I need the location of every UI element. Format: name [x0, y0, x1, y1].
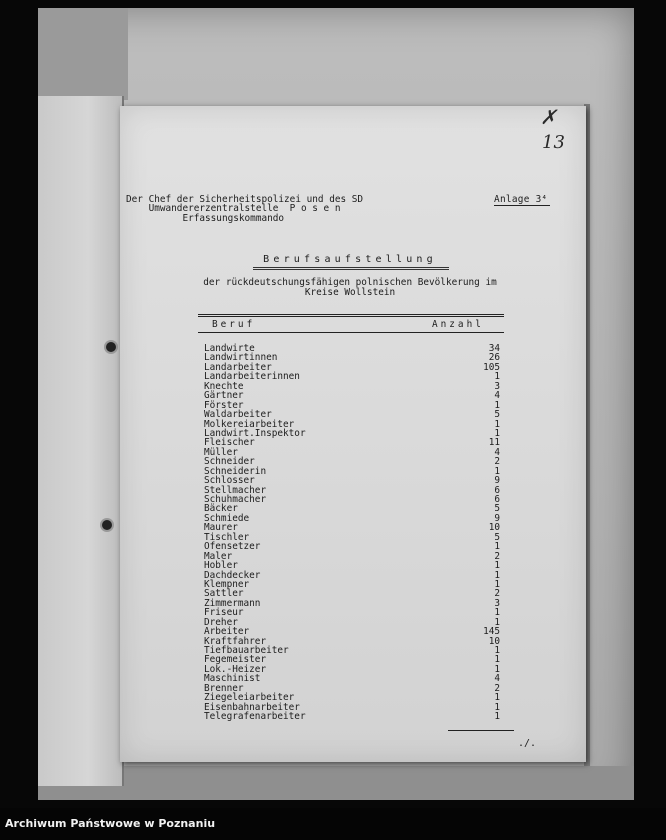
header-line: Erfassungskommando: [126, 212, 285, 224]
occupation-cell: Brenner: [204, 682, 244, 694]
count-cell: 145: [483, 626, 500, 638]
occupation-cell: Landarbeiter: [204, 361, 272, 373]
document-page: [120, 106, 586, 762]
occupation-cell: Kraftfahrer: [204, 635, 267, 647]
count-cell: 1: [494, 371, 500, 383]
occupation-cell: Landwirte: [204, 343, 255, 354]
occupation-cell: Fegemeister: [204, 654, 267, 666]
count-cell: 4: [494, 390, 500, 402]
occupation-cell: Arbeiter: [204, 626, 250, 638]
handwritten-cross-mark: ✗: [540, 105, 557, 129]
document-title: Berufsaufstellung: [263, 254, 437, 265]
count-cell: 4: [494, 673, 500, 685]
count-cell: 1: [494, 399, 500, 411]
occupation-cell: Lok.-Heizer: [204, 663, 267, 675]
occupation-cell: Schlosser: [204, 475, 255, 487]
table-row: [204, 608, 504, 617]
attachment-label: Anlage 3⁴: [494, 194, 548, 205]
table-row: [204, 391, 504, 400]
count-cell: 6: [494, 484, 500, 496]
occupation-cell: Dachdecker: [204, 569, 261, 581]
subtitle-line: der rückdeutschungsfähigen polnischen Bevölkerung im: [203, 277, 497, 288]
table-row: [204, 618, 504, 627]
archive-caption: Archiwum Państwowe w Poznaniu: [5, 817, 216, 830]
occupation-cell: Landarbeiterinnen: [204, 371, 300, 383]
table-row: [204, 495, 504, 504]
occupation-cell: Gärtner: [204, 390, 244, 402]
occupation-cell: Stellmacher: [204, 484, 267, 496]
occupation-cell: Schneiderin: [204, 465, 267, 477]
count-cell: 105: [483, 361, 500, 373]
count-cell: 9: [494, 475, 500, 487]
table-row: [204, 580, 504, 589]
count-cell: 26: [488, 352, 500, 364]
count-cell: 6: [494, 494, 500, 505]
count-cell: 1: [494, 465, 500, 477]
sum-rule: [448, 730, 514, 731]
count-cell: 1: [494, 578, 500, 590]
occupation-cell: Ofensetzer: [204, 541, 261, 553]
continuation-mark: ./.: [518, 738, 537, 749]
binder-hole: [102, 520, 112, 530]
table-row: [204, 523, 504, 532]
count-cell: 1: [494, 711, 500, 723]
table-row: [204, 552, 504, 561]
binder-hole: [106, 342, 116, 352]
count-cell: 10: [488, 522, 500, 534]
count-cell: 1: [494, 654, 500, 666]
occupation-cell: Bäcker: [204, 503, 238, 515]
subtitle-line: Kreise Wollstein: [304, 287, 396, 298]
count-cell: 1: [494, 541, 500, 553]
count-cell: 1: [494, 616, 500, 628]
occupation-cell: Tischler: [204, 531, 250, 543]
folder-bottom-strip: [38, 766, 634, 800]
count-cell: 4: [494, 446, 500, 458]
table-row: [204, 372, 504, 381]
occupation-cell: Telegrafenarbeiter: [204, 711, 306, 723]
count-cell: 1: [494, 645, 500, 656]
occupation-cell: Eisenbahnarbeiter: [204, 701, 300, 713]
header-line: Umwandererzentralstelle P o s e n: [126, 203, 341, 215]
occupation-table-body: [204, 344, 504, 722]
table-row: [204, 674, 504, 683]
occupation-cell: Knechte: [204, 380, 244, 392]
title-underline: [253, 269, 449, 270]
count-cell: 2: [494, 682, 500, 694]
table-row: [204, 599, 504, 608]
attachment-underline: [494, 205, 550, 206]
occupation-cell: Hobler: [204, 560, 238, 572]
occupation-cell: Friseur: [204, 607, 244, 619]
count-cell: 3: [494, 597, 500, 609]
count-cell: 2: [494, 550, 500, 562]
table-row: [204, 438, 504, 447]
occupation-cell: Waldarbeiter: [204, 409, 272, 421]
count-cell: 34: [488, 343, 500, 354]
occupation-cell: Zimmermann: [204, 597, 261, 609]
count-cell: 1: [494, 427, 500, 439]
occupation-cell: Schneider: [204, 456, 255, 468]
occupation-cell: Müller: [204, 446, 238, 458]
count-cell: 11: [488, 437, 500, 449]
count-cell: 5: [494, 531, 500, 543]
count-cell: 1: [494, 607, 500, 619]
document-subtitle: [180, 278, 520, 298]
occupation-cell: Dreher: [204, 616, 238, 628]
occupation-cell: Landwirt.Inspektor: [204, 427, 306, 439]
handwritten-page-number: 13: [542, 132, 565, 153]
occupation-cell: Landwirtinnen: [204, 352, 278, 364]
occupation-cell: Maurer: [204, 522, 238, 534]
occupation-cell: Schmiede: [204, 512, 250, 524]
table-row: [204, 712, 504, 721]
occupation-cell: Tiefbauarbeiter: [204, 645, 289, 656]
occupation-cell: Schuhmacher: [204, 494, 267, 505]
table-top-rule: [198, 316, 504, 317]
occupation-cell: Ziegeleiarbeiter: [204, 692, 295, 704]
occupation-cell: Molkereiarbeiter: [204, 418, 295, 430]
table-row: [204, 571, 504, 580]
count-cell: 10: [488, 635, 500, 647]
occupation-cell: Förster: [204, 399, 244, 411]
count-cell: 5: [494, 503, 500, 515]
column-header-count: Anzahl: [432, 319, 484, 330]
occupation-cell: Maschinist: [204, 673, 261, 685]
count-cell: 5: [494, 409, 500, 421]
issuing-authority-header: [126, 195, 363, 223]
count-cell: 1: [494, 701, 500, 713]
header-line: Der Chef der Sicherheitspolizei und des SD: [126, 194, 364, 205]
table-row: [204, 504, 504, 513]
count-cell: 1: [494, 418, 500, 430]
table-row: [204, 382, 504, 391]
count-cell: 1: [494, 569, 500, 581]
occupation-cell: Maler: [204, 550, 233, 562]
occupation-cell: Sattler: [204, 588, 244, 600]
binder-spine: [38, 96, 124, 786]
occupation-cell: Klempner: [204, 578, 250, 590]
column-header-occupation: Beruf: [212, 319, 256, 330]
count-cell: 2: [494, 456, 500, 468]
count-cell: 2: [494, 588, 500, 600]
occupation-cell: Fleischer: [204, 437, 255, 449]
count-cell: 1: [494, 560, 500, 572]
folder-top-strip: [38, 8, 128, 100]
table-row: [204, 514, 504, 523]
table-top-rule: [198, 314, 504, 315]
count-cell: 1: [494, 692, 500, 704]
count-cell: 9: [494, 512, 500, 524]
title-underline: [253, 267, 449, 268]
count-cell: 1: [494, 663, 500, 675]
count-cell: 3: [494, 380, 500, 392]
table-header-rule: [198, 332, 504, 333]
table-row: [204, 542, 504, 551]
